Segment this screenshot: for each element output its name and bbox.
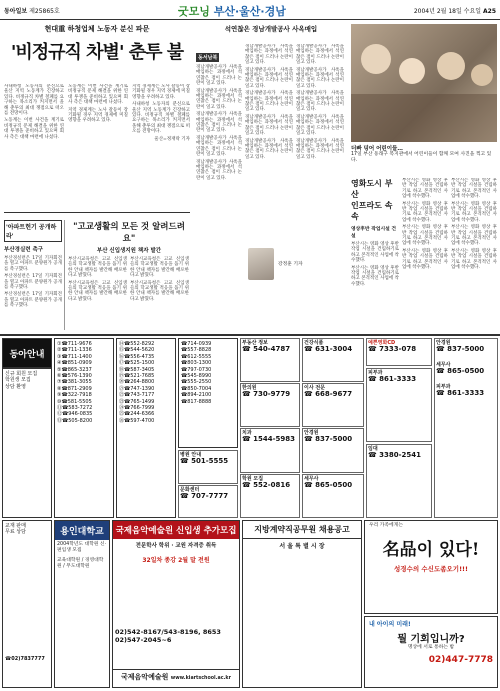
masthead-date: 2004년 2월 18일 수요일 A25 <box>413 8 496 15</box>
art-school-footer: 국제음악예술원 www.kiartschool.ac.kr <box>113 669 239 687</box>
article1-body-col1: 사내하청 노동자의 분신으로 울산 지역 노동계가 긴장하고 있다. 비정규직 차별 철폐를 요구하는 목소리가 커지면서 올해 춘투의 최대 쟁점으로 떠오를 전망이다. 노동계는 이번 사건을 계기로 비정규직 문제 해결을 위한 연대 투쟁을 준비하고 있으며 회사 측은 대책 마련에 나섰다. <box>4 84 64 140</box>
article2: 영화도시 부산 인프라도 속속 영상후반 작업시설 건설 부산시는 영화 영상 후반 작업 시설을 건립하기로 하고 본격적인 사업에 착수했다. 부산시는 영화 영상 후반 작업 시설을 건립하기로 하고 본격적인 사업에 착수했다. 부산시는 영화 영상 후반 작업 시설을 건립하기로 하고 본격적인 사업에 착수했다. 부산시는 영화 영상 후반 작업 시설을 건립하기로 하고 본격적인 사업에 착수했다. 부산시는 영화 영상 후반 작업 시설을 건립하기로 하고 본격적인 사업에 착수했다. 부산시는 영화 영상 후반 작업 시설을 건립하기로 하고 본격적인 사업에 착수했다. 부산시는 영화 영상 후반 작업 시설을 건립하기로 하고 본격적인 사업에 착수했다. 부산시는 영화 영상 후반 작업 시설을 건립하기로 하고 본격적인 사업에 착수했다. 부산시는 영화 영상 후반 작업 시설을 건립하기로 하고 본격적인 사업에 착수했다. 부산시는 영화 영상 후반 작업 시설을 건립하기로 하고 본격적인 사업에 착수했다. <box>351 178 497 287</box>
news-photo <box>351 24 497 142</box>
ad-right-tall[interactable]: 안경원 ☎ 837-5000 세무사 ☎ 865-0500 피부과 ☎ 861-3333 <box>434 338 498 518</box>
yongin-ad[interactable]: 용인대학교 2004학년도 대학원 신·편입생 모집 교육대학원 / 경영대학원 / 무도대학원 <box>54 520 110 688</box>
ad-mid-4[interactable]: 한의원 ☎ 730-9779 <box>240 383 300 427</box>
ad-cd[interactable]: 예쁜영화CD ☎ 7333-078 <box>366 338 432 366</box>
column3-tag: 동서남북 <box>198 55 218 61</box>
ad-mid-2[interactable]: 문화센터 ☎ 707-7777 <box>178 485 238 518</box>
ad-mid-5[interactable]: 치과 ☎ 1544-5983 <box>240 428 300 473</box>
masthead <box>0 0 500 20</box>
reporter-photo <box>248 248 274 280</box>
product-ad[interactable]: 우리 가족에게는 名品이 있다! 성경수의 수신도좀오기!!! <box>364 520 498 614</box>
ad-mid-3[interactable]: 부동산 정보 ☎ 540-4787 <box>240 338 300 382</box>
article1-body-col3: 지역 경제계는 노사 갈등이 장기화될 경우 지역 경제에 미칠 영향을 우려하고 있다. 사내하청 노동자의 분신으로 울산 지역 노동계가 긴장하고 있다. 비정규직 차별 철폐를 요구하는 목소리가 커지면서 올해 춘투의 최대 쟁점으로 떠오를 전망이다. 울산=정재락 기자 <box>132 84 190 142</box>
ad-mid-12[interactable]: 임대 ☎ 3380-2541 <box>366 444 432 518</box>
ad-mid-11[interactable]: 피부과 ☎ 861-3333 <box>366 368 432 442</box>
column1: '아파트헌기 공개하라' 부산경실련 촉구 부산경실련은 17일 기자회견을 열고 아파트 분양원가 공개를 촉구했다. 부산경실련은 17일 기자회견을 열고 아파트 분양원가 공개를 촉구했다. 부산경실련은 17일 기자회견을 열고 아파트 분양원가 공개를 촉구했다. <box>4 220 62 330</box>
article1-headline: '비정규직 차별' 춘투 불 <box>10 42 184 63</box>
left-bottom-ads[interactable]: 교재 판매 무료 상담 ☎02)7837777 <box>2 520 52 688</box>
phone-list-2: ⑭☎552-8292 ⑮☎544-5620 ⑯☎556-4735 ⑰☎525-1500 ⑱☎587-3405 ⑲☎521-7685 ⑳☎264-8800 ㉑☎747-1390 ㉒☎743-7177 ㉓☎765-1499 ㉔☎766-7999 ㉕☎244-6366 ㉖☎597-4700 <box>116 338 176 518</box>
art-school-ad[interactable]: 국제음악예술원 신입생 추가모집 전문학사 학위 · 교원 자격증 취득 32일차 종강 2월 말 전원 02)542-8167/543-8196, 8653 02)547-2045~6 국제음악예술원 www.kiartschool.ac.kr <box>112 520 240 688</box>
column3-kicker: 석연찮은 경남개발공사 사옥매입 <box>224 25 318 33</box>
reporter-caption: 강정훈 기자 <box>278 262 303 267</box>
ad-mid-6[interactable]: 학원 모집 ☎ 552-0816 <box>240 474 300 518</box>
masthead-section: 굿모닝 부산·울산·경남 <box>178 5 286 18</box>
product-ad-2[interactable]: 내 아이의 미래! 뭘 기회입니까? 명상에 서로 통하는 밤 02)447-7778 <box>364 616 498 688</box>
left-ad-column: 신규 회원 모집 학원생 모집 상담 환영 <box>2 368 52 518</box>
column3: 동서남북 경남개발공사가 사옥을 매입하는 과정에서 석연찮은 점이 드러나 논란이 일고 있다. 경남개발공사가 사옥을 매입하는 과정에서 석연찮은 점이 드러나 논란이 일고 있다. 경남개발공사가 사옥을 매입하는 과정에서 석연찮은 점이 드러나 논란이 일고 있다. 경남개발공사가 사옥을 매입하는 과정에서 석연찮은 점이 드러나 논란이 일고 있다. 경남개발공사가 사옥을 매입하는 과정에서 석연찮은 점이 드러나 논란이 일고 있다. 경남개발공사가 사옥을 매입하는 과정에서 석연찮은 점이 드러나 논란이 일고 있다. 경남개발공사가 사옥을 매입하는 과정에서 석연찮은 점이 드러나 논란이 일고 있다. 경남개발공사가 사옥을 매입하는 과정에서 석연찮은 점이 드러나 논란이 일고 있다. 경남개발공사가 사옥을 매입하는 과정에서 석연찮은 점이 드러나 논란이 일고 있다. 경남개발공사가 사옥을 매입하는 과정에서 석연찮은 점이 드러나 논란이 일고 있다. 경남개발공사가 사옥을 매입하는 과정에서 석연찮은 점이 드러나 논란이 일고 있다. 경남개발공사가 사옥을 매입하는 과정에서 석연찮은 점이 드러나 논란이 일고 있다. 경남개발공사가 사옥을 매입하는 과정에서 석연찮은 점이 드러나 논란이 일고 있다. 경남개발공사가 사옥을 매입하는 과정에서 석연찮은 점이 드러나 논란이 일고 있다. 경남개발공사가 사옥을 매입하는 과정에서 석연찮은 점이 드러나 논란이 일고 있다. <box>196 44 344 181</box>
ad-mid-9[interactable]: 안경원 ☎ 837-5000 <box>302 428 364 473</box>
column2: "고교생활의 모든 것 알려드려요" 부산 신입생지원 책자 발간 부산시교육청은 고교 신입생들의 학교생활 적응을 돕기 위한 안내 책자를 발간해 배포한다고 밝혔다. 부산시교육청은 고교 신입생들의 학교생활 적응을 돕기 위한 안내 책자를 발간해 배포한다고 밝혔다. 부산시교육청은 고교 신입생들의 학교생활 적응을 돕기 위한 안내 책자를 발간해 배포한다고 밝혔다. 부산시교육청은 고교 신입생들의 학교생활 적응을 돕기 위한 안내 책자를 발간해 배포한다고 밝혔다. <box>68 222 189 302</box>
ad-mid-10[interactable]: 세무사 ☎ 865-0500 <box>302 474 364 518</box>
ad-mid-1[interactable]: 병원 안내 ☎ 501-5555 <box>178 450 238 484</box>
article1-body-col2: 노동계는 이번 사건을 계기로 비정규직 문제 해결을 위한 연대 투쟁을 준비하고 있으며 회사 측은 대책 마련에 나섰다. 지역 경제계는 노사 갈등이 장기화될 경우 지역 경제에 미칠 영향을 우려하고 있다. <box>68 84 128 124</box>
photo-caption: 더빠 덩어 어린이들… 17일 부산 동래구 복지관에서 어린이들이 함께 모여 사진을 찍고 있다. <box>351 146 492 163</box>
phone-list-1: ①☎711-9676 ②☎711-1336 ③☎711-1400 ④☎851-0909 ⑤☎865-3237 ⑥☎576-1390 ⑦☎381-3055 ⑧☎871-2909 ⑨☎322-7918 ⑩☎581-5505 ⑪☎583-7272 ⑫☎946-0835 ⑬☎505-8200 <box>54 338 114 518</box>
donga-guide-title: 동아안내 <box>2 338 52 368</box>
article1-kicker: 현대重 하청업체 노동자 분신 파문 <box>44 25 150 33</box>
ad-mid-7[interactable]: 건강식품 ☎ 631-3004 <box>302 338 364 382</box>
phone-list-3: ☎714-0939 ☎557-8828 ☎612-5555 ☎803-1300 ☎797-0730 ☎545-8990 ☎555-2550 ☎850-7004 ☎894-2100 ☎817-8888 <box>178 338 238 448</box>
ad-mid-8[interactable]: 이사 전문 ☎ 668-9677 <box>302 383 364 427</box>
recruit-notice: 지방계약직공무원 채용공고 서 울 특 별 시 장 <box>242 520 362 688</box>
masthead-paper: 동아일보 제25865호 <box>4 8 60 15</box>
